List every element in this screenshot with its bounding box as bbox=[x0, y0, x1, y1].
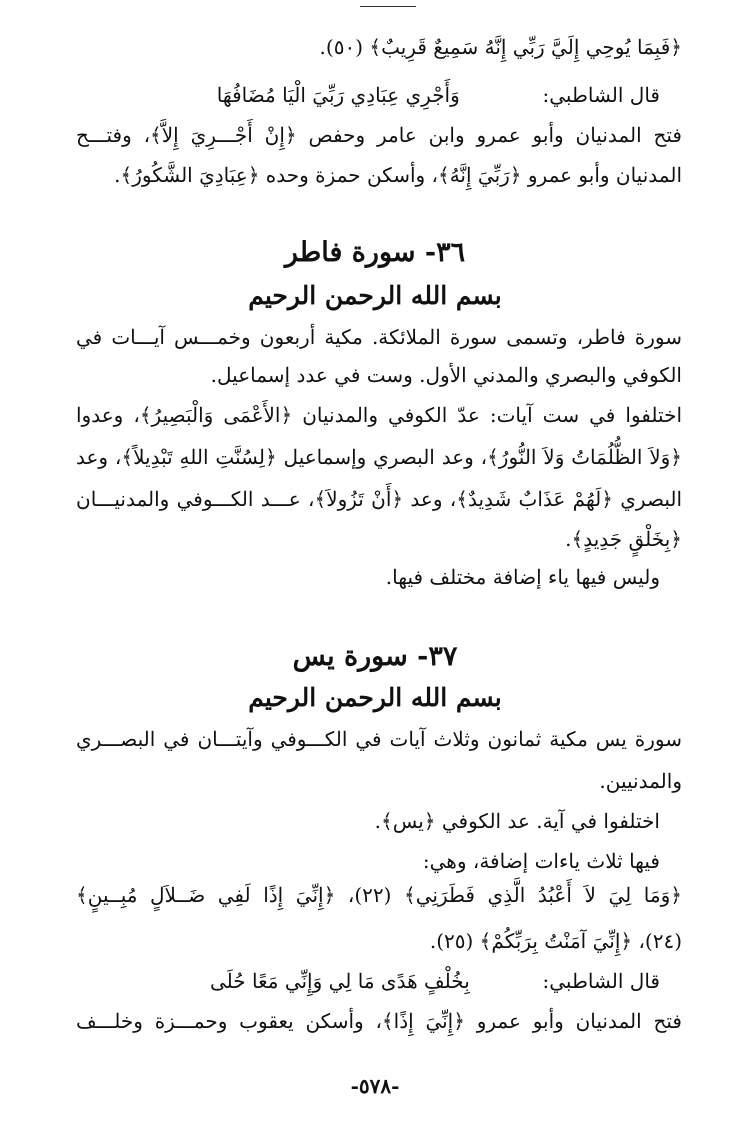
body-line: والمدنيين. bbox=[599, 769, 682, 793]
page-number: -٥٧٨- bbox=[350, 1074, 400, 1098]
shatibi-label: قال الشاطبي: bbox=[542, 83, 660, 107]
body-line: اختلفوا في ست آيات: عدّ الكوفي والمدنيان ﴿الأَعْمَى وَالْبَصِيرُ﴾، وعدوا bbox=[76, 403, 682, 427]
body-line: سورة فاطر، وتسمى سورة الملائكة. مكية أربعون وخمـــس آيـــات في bbox=[76, 325, 682, 349]
body-line: ﴿وَمَا لِيَ لاَ أَعْبُدُ الَّذِي فَطَرَنِي﴾ (٢٢)، ﴿إِنِّيَ إِذًا لَفِي ضَــلاَلٍ مُبِــينٍ﴾ bbox=[76, 883, 682, 907]
body-line: فتح المدنيان وأبو عمرو ﴿إِنِّيَ إِذًا﴾، وأسكن يعقوب وحمـــزة وخلـــف bbox=[76, 1009, 682, 1033]
basmala-fatir: بسم الله الرحمن الرحيم bbox=[248, 281, 502, 310]
body-line: ﴿وَلاَ الظُّلُمَاتُ وَلاَ النُّورُ﴾، وعد البصري وإسماعيل ﴿لِسُنَّتِ اللهِ تَبْدِيلاً﴾، وعد bbox=[76, 445, 682, 469]
body-line: وليس فيها ياء إضافة مختلف فيها. bbox=[385, 565, 660, 589]
shatibi-line-1 bbox=[217, 80, 660, 110]
shatibi-label: قال الشاطبي: bbox=[542, 969, 660, 993]
surah-fatir-title: ٣٦- سورة فاطر bbox=[284, 237, 466, 268]
body-line: ﴿بِخَلْقٍ جَدِيدٍ﴾. bbox=[565, 527, 682, 551]
top-rule bbox=[360, 6, 416, 7]
verse-line-50: ﴿فَبِمَا يُوحِي إِلَيَّ رَبِّي إِنَّهُ سَمِيعٌ قَرِيبٌ﴾ (٥٠). bbox=[319, 35, 682, 59]
body-line: سورة يس مكية ثمانون وثلاث آيات في الكـــوفي وآيتـــان في البصـــري bbox=[76, 727, 682, 751]
body-line: فيها ثلاث ياءات إضافة، وهي: bbox=[422, 849, 660, 873]
shatibi-verse: وَأَجْرِي عِبَادِي رَبِّيَ الْيَا مُضَافُهَا bbox=[216, 83, 460, 107]
body-line: اختلفوا في آية. عد الكوفي ﴿يس﴾. bbox=[374, 809, 660, 833]
body-line: الكوفي والبصري والمدني الأول. وست في عدد إسماعيل. bbox=[210, 363, 682, 387]
basmala-yasin: بسم الله الرحمن الرحيم bbox=[248, 683, 502, 712]
body-line: فتح المدنيان وأبو عمرو وابن عامر وحفص ﴿إِنْ أَجْـــرِيَ إِلاَّ﴾، وفتـــح bbox=[76, 123, 682, 147]
shatibi-line-2 bbox=[210, 966, 660, 996]
shatibi-verse: بِخُلْفٍ هَدًى مَا لِي وَإِنِّي مَعًا حُلَى bbox=[210, 969, 470, 993]
body-line: المدنيان وأبو عمرو ﴿رَبِّيَ إِنَّهُ﴾، وأسكن حمزة وحده ﴿عِبَادِيَ الشَّكُورُ﴾. bbox=[114, 163, 682, 187]
body-line: البصري ﴿لَهُمْ عَذَابٌ شَدِيدٌ﴾، وعد ﴿أَنْ تَزُولاَ﴾، عـــد الكـــوفي والمدنيـــان bbox=[76, 487, 682, 511]
surah-yasin-title: ٣٧- سورة يس bbox=[292, 641, 458, 672]
body-line: (٢٤)، ﴿إِنِّيَ آمَنْتُ بِرَبِّكُمْ﴾ (٢٥). bbox=[429, 929, 682, 953]
